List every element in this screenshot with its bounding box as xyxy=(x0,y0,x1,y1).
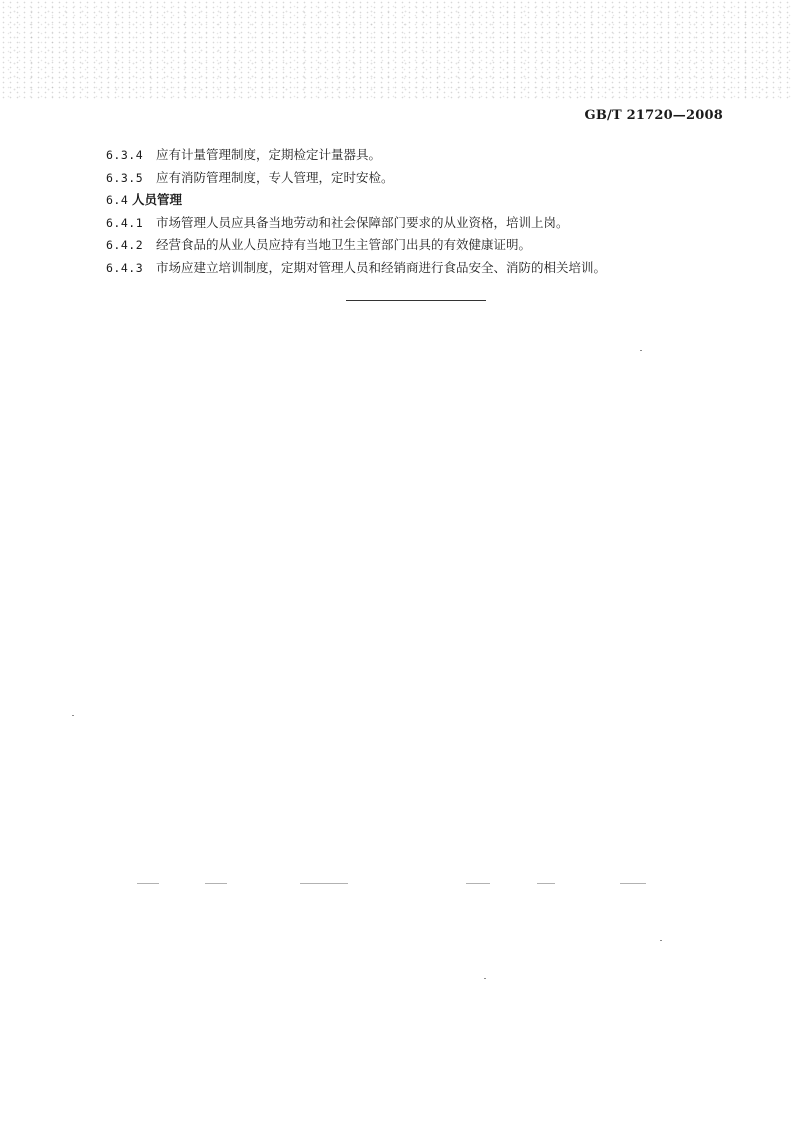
scan-speck xyxy=(72,715,74,716)
scan-speck xyxy=(300,883,348,884)
clause-number: 6.4.1 xyxy=(106,215,144,230)
clause-number: 6.3.4 xyxy=(106,148,144,162)
clause-number: 6.3.5 xyxy=(106,170,144,185)
clause-6-4-3 xyxy=(106,257,726,280)
scan-speck xyxy=(660,940,662,941)
document-body xyxy=(106,144,726,279)
scan-speck xyxy=(484,978,486,979)
standard-code: GB/T 21720—2008 xyxy=(584,108,723,123)
clause-6-3-5 xyxy=(106,167,726,190)
clause-text: 市场应建立培训制度，定期对管理人员和经销商进行食品安全、消防的相关培训。 xyxy=(156,259,607,275)
end-of-document-rule xyxy=(346,300,486,301)
scan-speck xyxy=(205,883,227,884)
clause-text: 应有消防管理制度，专人管理，定时安检。 xyxy=(156,169,394,185)
clause-text: 市场管理人员应具备当地劳动和社会保障部门要求的从业资格，培训上岗。 xyxy=(156,214,569,230)
scan-speck xyxy=(466,883,490,884)
scan-speck xyxy=(640,350,642,351)
clause-6-4-1 xyxy=(106,212,726,235)
clause-number: 6.4.3 xyxy=(106,260,144,275)
clause-6-3-4 xyxy=(106,144,726,167)
scan-speck xyxy=(137,883,159,884)
section-heading-6-4 xyxy=(106,189,726,212)
clause-6-4-2 xyxy=(106,234,726,257)
clause-number: 6.4.2 xyxy=(106,238,144,252)
section-title: 人员管理 xyxy=(132,192,183,207)
scan-speck xyxy=(620,883,646,884)
section-number: 6.4 xyxy=(106,193,129,207)
scan-noise-band xyxy=(0,0,793,100)
clause-text: 应有计量管理制度，定期检定计量器具。 xyxy=(156,147,382,162)
scan-speck xyxy=(537,883,555,884)
clause-text: 经营食品的从业人员应持有当地卫生主管部门出具的有效健康证明。 xyxy=(156,237,532,252)
